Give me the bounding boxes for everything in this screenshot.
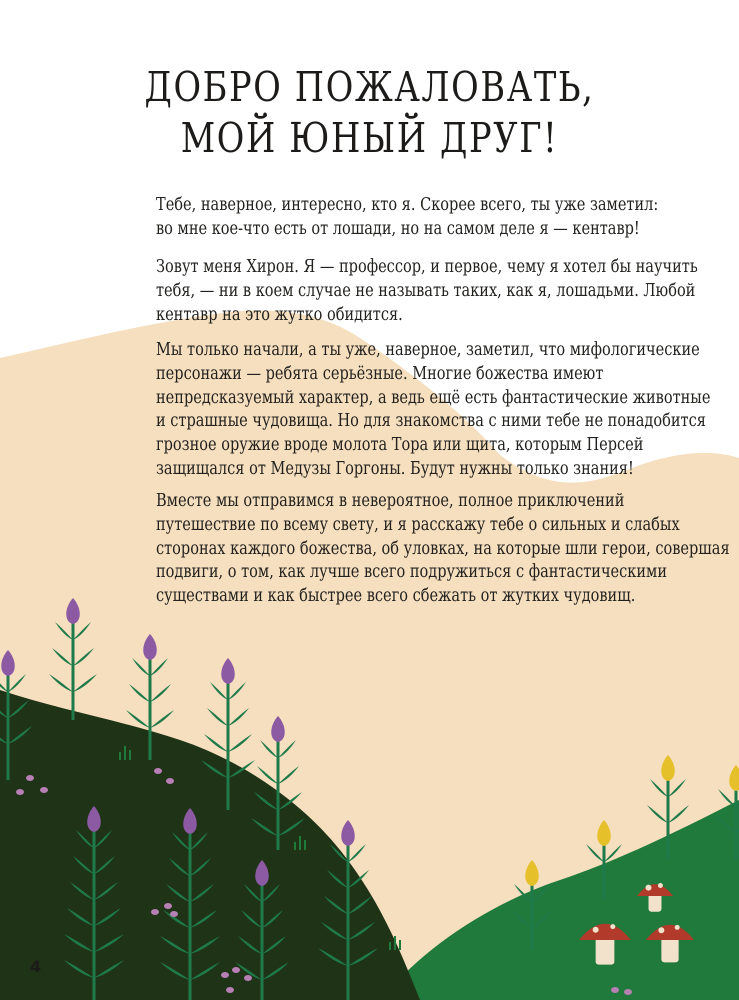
text-line: кентавр на это жутко обидится. — [156, 304, 403, 325]
text-line: и страшные чудовища. Но для знакомства с ними тебе не понадобится — [156, 411, 706, 432]
page-title-line-2: МОЙ ЮНЫЙ ДРУГ! — [180, 114, 559, 162]
text-line: персонажи — ребята серьёзные. Многие божества имеют — [156, 363, 604, 384]
text-line: непредсказуемый характер, а ведь ещё есть фантастические животные — [156, 387, 711, 408]
pebble — [151, 909, 159, 915]
pebble — [164, 903, 172, 909]
pebble — [26, 775, 34, 781]
paragraph-name — [156, 256, 698, 327]
paragraph-mythology — [156, 339, 711, 482]
mushroom-spot — [610, 924, 615, 929]
page-title-line-1: ДОБРО ПОЖАЛОВАТЬ, — [144, 63, 595, 111]
pebble — [166, 778, 174, 784]
pebble — [16, 789, 24, 795]
page-number: 4 — [30, 957, 42, 976]
text-line: существами и как быстрее всего сбежать от жутких чудовищ. — [156, 586, 636, 607]
pebble — [232, 967, 240, 973]
pebble — [611, 987, 619, 993]
text-line: тебя, — ни в коем случае не называть таких, как я, лошадьми. Любой — [156, 280, 696, 301]
paragraph-journey — [156, 490, 730, 609]
mushroom-spot — [646, 885, 652, 891]
pebble — [244, 975, 252, 981]
pebble — [170, 911, 178, 917]
pebble — [226, 987, 234, 993]
text-line: Тебе, наверное, интересно, кто я. Скорее всего, ты уже заметил: — [156, 195, 659, 215]
mushroom-spot — [675, 925, 680, 930]
text-line: грозное оружие вроде молота Тора или щита, которым Персей — [156, 435, 644, 456]
mushroom-spot — [593, 927, 599, 933]
pebble — [624, 989, 632, 995]
mushroom-spot — [658, 883, 663, 888]
pebble — [221, 972, 229, 978]
text-line: подвиги, о том, как лучше всего подружиться с фантастическими — [156, 562, 668, 583]
text-line: Зовут меня Хирон. Я — профессор, и первое, чему я хотел бы научить — [156, 257, 698, 277]
text-line: Вместе мы отправимся в невероятное, полное приключений — [156, 491, 625, 511]
pebble — [154, 768, 162, 774]
text-line: Мы только начали, а ты уже, наверное, заметил, что мифологические — [156, 340, 700, 360]
mushroom-stem — [596, 936, 615, 965]
text-line: защищался от Медузы Горгоны. Будут нужны только знания! — [156, 458, 634, 479]
mushroom-spot — [658, 927, 664, 933]
text-line: во мне кое-что есть от лошади, но на самом деле я — кентавр! — [156, 218, 640, 239]
text-line: путешествие по всему свету, и я расскажу тебе о сильных и слабых — [156, 514, 680, 535]
text-line: сторонах каждого божества, об уловках, на которые шли герои, совершая — [156, 538, 730, 559]
paragraph-intro — [156, 194, 659, 242]
pebble — [40, 787, 48, 793]
